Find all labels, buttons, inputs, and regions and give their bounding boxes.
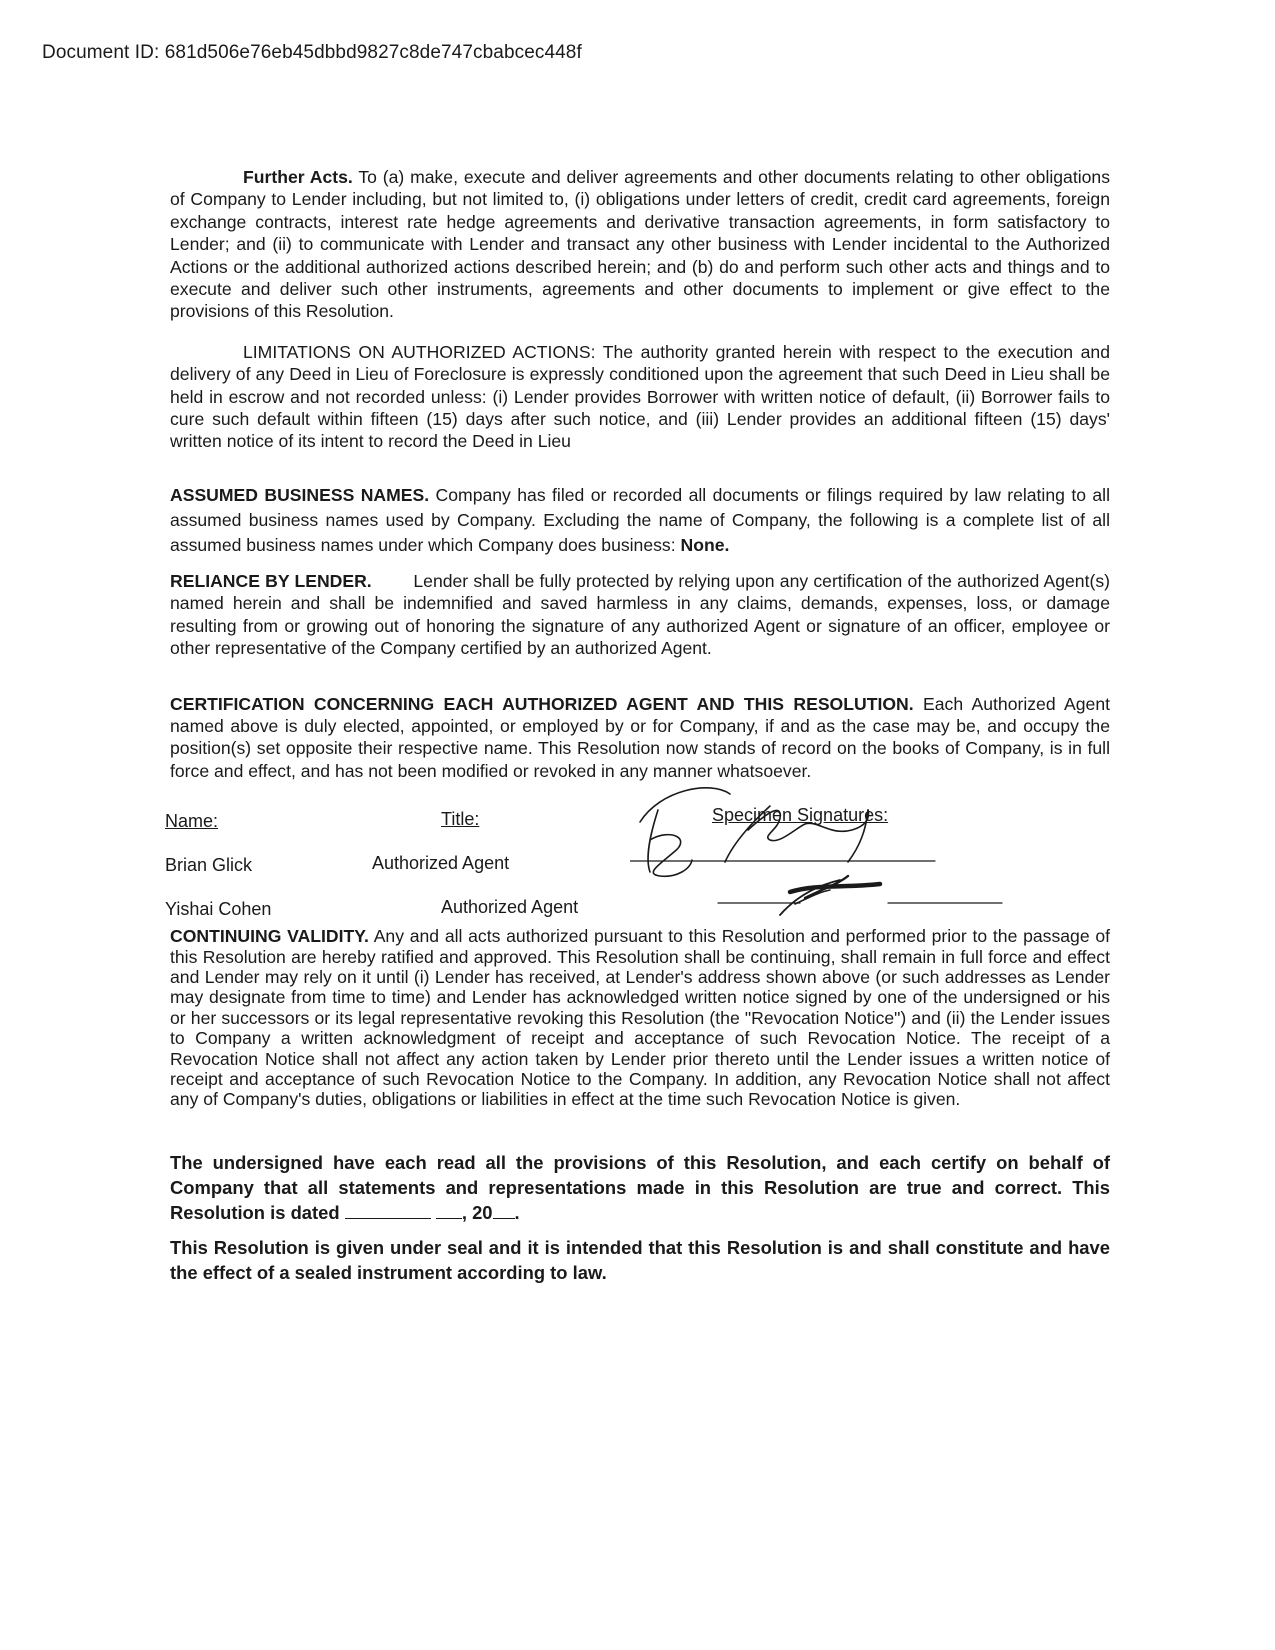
assumed-names-paragraph <box>170 483 1110 558</box>
agent-title-1: Authorized Agent <box>372 853 510 874</box>
assumed-names-heading: ASSUMED BUSINESS NAMES. <box>170 484 430 505</box>
specimen-signatures-header: Specimen Signatures: <box>712 805 889 826</box>
date-end: . <box>514 1201 520 1223</box>
certification-heading: CERTIFICATION CONCERNING EACH AUTHORIZED AGENT AND THIS RESOLUTION. <box>170 693 914 714</box>
certification-paragraph <box>170 693 1110 783</box>
date-year-prefix: , 20 <box>461 1201 493 1223</box>
continuing-validity-paragraph <box>170 926 1110 1110</box>
signature-table <box>165 788 1110 920</box>
assumed-names-value: None. <box>680 534 730 555</box>
continuing-validity-text: Any and all acts authorized pursuant to this Resolution and performed prior to the passage of this Resolution are hereby ratified and approved. This Resolution shall be continuing, shall remain in full force and effect and Lender may rely on it until (i) Lender has received, at Lender's address shown above (or such addresses as Lender may designate from time to time) and Lender has acknowledged written notice signed by one of the undersigned or his or her successors or its legal representative revoking this Resolution (the "Revocation Notice") and (ii) the Lender issues to Company a written acknowledgment of receipt and acceptance of such Revocation Notice. The receipt of a Revocation Notice shall not affect any action taken by Lender prior thereto until the Lender issues a written notice of receipt and acceptance of such Revocation Notice to the Company. In addition, any Revocation Notice shall not affect any of Company's duties, obligations or liabilities in effect at the time such Revocation Notice is given. <box>170 926 1110 1110</box>
agent-title-2: Authorized Agent <box>441 897 579 918</box>
title-column-header: Title: <box>441 809 480 830</box>
date-blank-day <box>436 1204 462 1219</box>
agent-name-2: Yishai Cohen <box>165 899 272 920</box>
certification-text: Each Authorized Agent named above is duly elected, appointed, or employed by or for Company, if and as the case may be, and occupy the position(s) set opposite their respective name. This Resolution now stands of record on the books of Company, is in full force and effect, and has not been modified or revoked in any manner whatsoever. <box>170 693 1110 781</box>
further-acts-paragraph <box>170 166 1110 323</box>
document-id: Document ID: 681d506e76eb45dbbd9827c8de747cbabcec448f <box>42 42 582 63</box>
undersigned-paragraph <box>170 1150 1110 1225</box>
seal-paragraph: This Resolution is given under seal and it is intended that this Resolution is and shall constitute and have the effect of a sealed instrument according to law. <box>170 1236 1110 1283</box>
further-acts-text: To (a) make, execute and deliver agreements and other documents relating to other obligations of Company to Lender including, but not limited to, (i) obligations under letters of credit, credit card agreements, foreign exchange contracts, interest rate hedge agreements and derivative transaction agreements, in form satisfactory to Lender; and (ii) to communicate with Lender and transact any other business with Lender incidental to the Authorized Actions or the additional authorized actions described herein; and (b) do and perform such other acts and things and to execute and deliver such other instruments, agreements and other documents to implement or give effect to the provisions of this Resolution. <box>170 167 1111 322</box>
date-blank-month <box>345 1204 431 1219</box>
reliance-paragraph <box>170 570 1115 660</box>
continuing-validity-heading: CONTINUING VALIDITY. <box>170 926 369 947</box>
document-body <box>165 166 1115 1285</box>
date-blank-year <box>493 1204 515 1219</box>
name-column-header: Name: <box>165 811 219 832</box>
limitations-paragraph: LIMITATIONS ON AUTHORIZED ACTIONS: The authority granted herein with respect to the execution and delivery of any Deed in Lieu of Foreclosure is expressly conditioned upon the agreement that such Deed in Lieu shall be held in escrow and not recorded unless: (i) Lender provides Borrower with written notice of default, (ii) Borrower fails to cure such default within fifteen (15) days after such notice, and (iii) Lender provides an additional fifteen (15) days' written notice of its intent to record the Deed in Lieu <box>170 341 1110 452</box>
assumed-names-text: Company has filed or recorded all documents or filings required by law relating to all assumed business names used by Company. Excluding the name of Company, the following is a complete list of all assumed business names under which Company does business: <box>170 484 1110 555</box>
specimen-signatures-image <box>630 780 1020 920</box>
agent-name-1: Brian Glick <box>165 855 253 876</box>
undersigned-text: The undersigned have each read all the provisions of this Resolution, and each certify on behalf of Company that all statements and representations made in this Resolution are true and correct. This Resolution is dated <box>170 1151 1110 1223</box>
reliance-heading: RELIANCE BY LENDER. <box>170 570 372 591</box>
reliance-text: Lender shall be fully protected by relying upon any certification of the authorized Agent(s) named herein and shall be indemnified and saved harmless in any claims, demands, expenses, loss, or damage resulting from or growing out of honoring the signature of any authorized Agent or signature of an officer, employee or other representative of the Company certified by an authorized Agent. <box>170 570 1115 659</box>
further-acts-heading: Further Acts. <box>243 167 353 187</box>
